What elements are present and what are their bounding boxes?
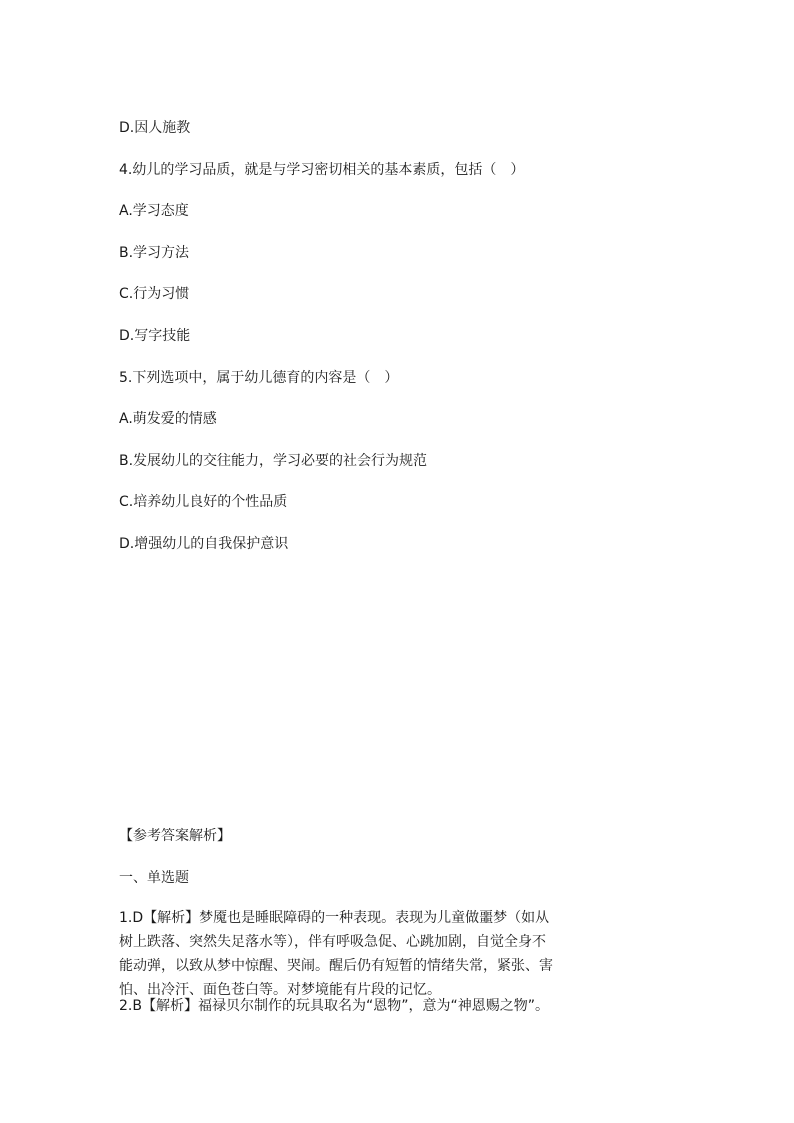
q5-option-a: A.萌发爱的情感 xyxy=(119,411,217,427)
q3-option-d: D.因人施教 xyxy=(119,120,191,136)
answer-1: 1.D【解析】梦魇也是睡眠障碍的一种表现。表现为儿童做噩梦（如从树上跌落、突然失足落水等），伴有呼吸急促、心跳加剧，自觉全身不能动弹，以致从梦中惊醒、哭闹。醒后仍有短暂的情绪失常，紧张、害怕、出冷汗、面色苍白等。对梦境能有片段的记忆。 xyxy=(119,910,553,998)
q4-option-d: D.写字技能 xyxy=(119,328,191,344)
q4-option-b: B.学习方法 xyxy=(119,245,190,261)
answers-subheading: 一、单选题 xyxy=(119,870,189,886)
q4-option-c: C.行为习惯 xyxy=(119,286,190,302)
q5-option-c: C.培养幼儿良好的个性品质 xyxy=(119,494,288,510)
q5-option-b: B.发展幼儿的交往能力，学习必要的社会行为规范 xyxy=(119,453,428,469)
q5-option-d: D.增强幼儿的自我保护意识 xyxy=(119,536,289,552)
q4-option-a: A.学习态度 xyxy=(119,203,189,219)
q4-stem: 4.幼儿的学习品质，就是与学习密切相关的基本素质，包括（ ） xyxy=(119,162,525,178)
answers-heading: 【参考答案解析】 xyxy=(119,828,231,844)
answer-2: 2.B【解析】福禄贝尔制作的玩具取名为“恩物”，意为“神恩赐之物”。 xyxy=(119,998,549,1014)
q5-stem: 5.下列选项中，属于幼儿德育的内容是（ ） xyxy=(119,370,399,386)
